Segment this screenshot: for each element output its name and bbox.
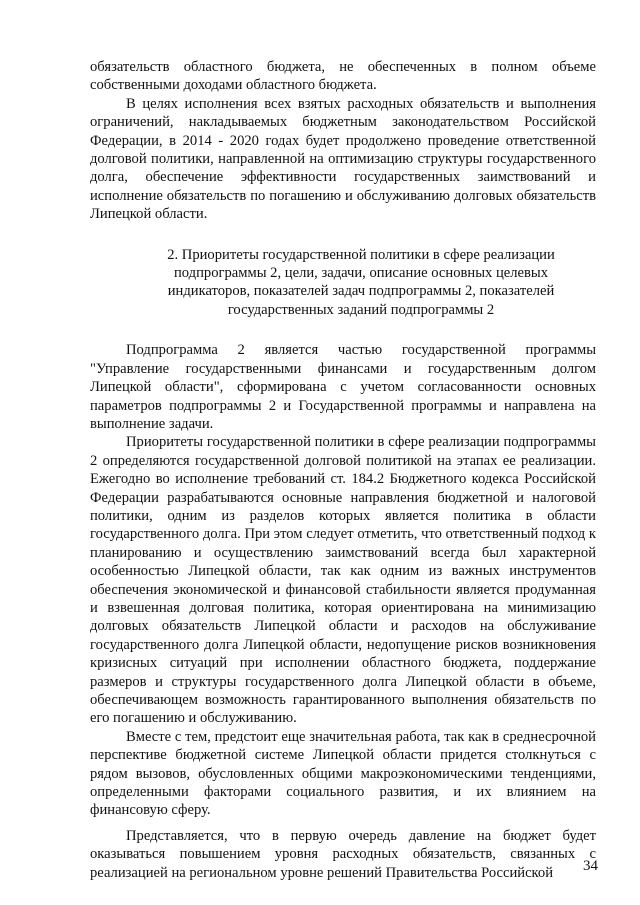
section-heading-line: индикаторов, показателей задач подпрограммы 2, показателей (167, 283, 555, 300)
continuation-paragraph: обязательств областного бюджета, не обеспеченных в полном объеме собственными доходами областного бюджета. (90, 59, 596, 94)
document-page (90, 58, 596, 882)
section-heading-line: 2. Приоритеты государственной политики в сфере реализации (167, 246, 555, 263)
section-heading (90, 246, 596, 320)
paragraph-debt-policy: В целях исполнения всех взятых расходных обязательств и выполнения ограничений, накладываемых бюджетным законодательством Российской Федерации, в 2014 - 2020 годах будет продолжено проведение ответственной долговой политики, направленной на оптимизацию структуры государственного долга, обеспечение эффективности государственных заимствований и исполнение обязательств по погашению и обслуживанию долговых обязательств Липецкой области. (90, 95, 596, 223)
paragraph-challenges: Вместе с тем, предстоит еще значительная работа, так как в среднесрочной перспективе бюджетной системе Липецкой области придется столкнуться с рядом вызовов, обусловленных общими макроэкономическими тенденциями, определенными факторами социального развития, и их влиянием на финансовую сферу. (90, 728, 596, 819)
section-heading-line: подпрограммы 2, цели, задачи, описание основных целевых (173, 265, 548, 282)
paragraph-subprogram: Подпрограмма 2 является частью государственной программы "Управление государственными финансами и государственным долгом Липецкой области", сформирована с учетом согласованности основных параметров подпрограммы 2 и Государственной программы и направлена на выполнение задачи. (90, 342, 596, 432)
paragraph-pressure: Представляется, что в первую очередь давление на бюджет будет оказываться повышением уровня расходных обязательств, связанных с реализацией на региональном уровне решений Правительства Российской (90, 827, 596, 881)
paragraph-priorities: Приоритеты государственной политики в сфере реализации подпрограммы 2 определяются государственной долговой политикой на этапах ее реализации. Ежегодно во исполнение требований ст. 184.2 Бюджетного кодекса Российской Федерации разрабатываются основные направления бюджетной и налоговой политики, одним из разделов которых является политика в области государственного долга. При этом следует отметить, что ответственный подход к планированию и осуществлению заимствований всегда был характерной особенностью Липецкой области, так как одним из важных инструментов обеспечения экономической и финансовой стабильности является продуманная и взвешенная долговая политика, которая ориентирована на минимизацию долговых обязательств Липецкой области и расходов на обслуживание государственного долга Липецкой области, недопущение рисков возникновения кризисных ситуаций при исполнении областного бюджета, поддержание размеров и структуры государственного долга Липецкой области в объеме, обеспечивающем возможность гарантированного выполнения обязательств по его погашению и обслуживанию. (90, 434, 596, 727)
page-number: 34 (583, 858, 598, 874)
section-heading-line: государственных заданий подпрограммы 2 (227, 301, 495, 318)
